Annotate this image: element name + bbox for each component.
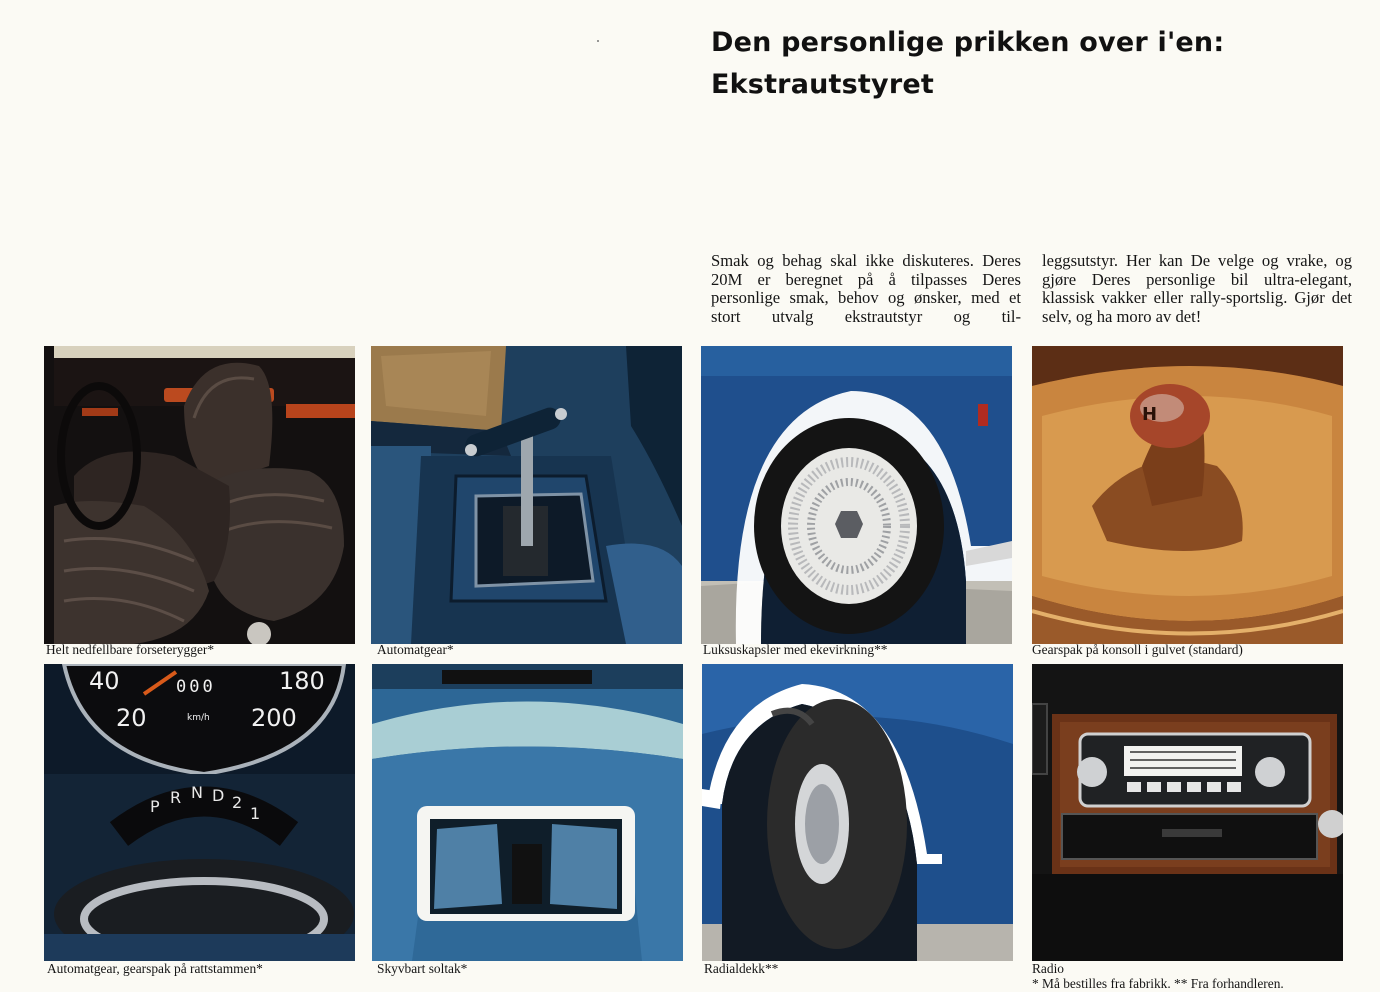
photo-sunroof	[372, 664, 683, 961]
headline	[711, 22, 1224, 106]
photo-floor-shift	[1032, 346, 1343, 644]
gauge-odometer: 000	[176, 677, 216, 697]
photo-reclining-seats	[44, 346, 355, 644]
headline-line-1: Den personlige prikken over i'en:	[711, 27, 1225, 58]
gauge-40-label: 40	[89, 667, 120, 695]
svg-text:R: R	[170, 788, 182, 807]
caption-reclining-seats: Helt nedfellbare forseterygger*	[46, 642, 215, 657]
svg-text:N: N	[191, 783, 203, 802]
caption-luxury-hubcap: Luksuskapsler med ekevirkning**	[703, 642, 888, 657]
caption-sunroof: Skyvbart soltak*	[377, 961, 468, 976]
photo-column-shift	[44, 664, 355, 961]
svg-text:P: P	[150, 797, 160, 816]
svg-text:D: D	[212, 786, 225, 805]
gauge-20-label: 20	[116, 704, 147, 732]
headline-line-2: Ekstrautstyret	[711, 69, 934, 100]
caption-floor-shift: Gearspak på konsoll i gulvet (standard)	[1032, 642, 1243, 657]
footnote: * Må bestilles fra fabrikk. ** Fra forhandleren.	[1032, 976, 1284, 991]
svg-text:H: H	[1142, 404, 1158, 425]
photo-luxury-hubcap	[701, 346, 1012, 644]
caption-radio: Radio	[1032, 961, 1064, 976]
caption-radial-tires: Radialdekk**	[704, 961, 779, 976]
intro-column-1: Smak og behag skal ikke diskuteres. Deres 20M er beregnet på å tilpasses Deres personlige smak, behov og ønsker, med et stort utvalg ekstrautstyr og til-	[711, 251, 1021, 326]
svg-text:1: 1	[250, 804, 261, 823]
gauge-180-label: 180	[279, 667, 325, 695]
intro-column-2: leggsutstyr. Her kan De velge og vrake, og gjøre Deres personlige bil ultra-elegant, klassisk vakker eller rally-sportslig. Gjør det selv, og ha moro av det!	[1042, 251, 1352, 326]
paper-speck	[597, 40, 599, 42]
photo-radial-tires	[702, 664, 1013, 961]
photo-automatic-console	[371, 346, 682, 644]
caption-column-shift: Automatgear, gearspak på rattstammen*	[47, 961, 263, 976]
caption-automatic-console: Automatgear*	[377, 642, 454, 657]
gauge-unit: km/h	[187, 713, 210, 723]
svg-text:2: 2	[232, 793, 243, 812]
gauge-200-label: 200	[251, 704, 297, 732]
photo-radio	[1032, 664, 1343, 961]
